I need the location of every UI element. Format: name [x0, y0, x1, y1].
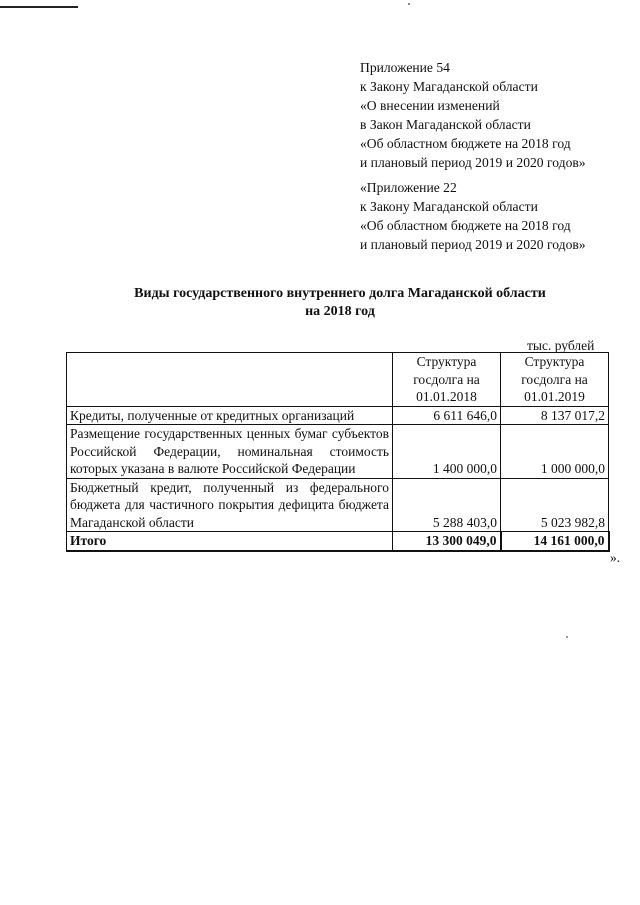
scan-dot [566, 636, 568, 638]
total-label: Итого [67, 532, 393, 551]
header-cell [67, 353, 393, 407]
row-name: Бюджетный кредит, полученный из федерального бюджета для частичного покрытия дефицита бюджета Магаданской области [67, 478, 393, 532]
table-total-row [67, 532, 609, 551]
table-header-row [67, 353, 609, 407]
debt-table [66, 352, 610, 552]
table-row [67, 406, 609, 425]
appendix-line: Приложение 54 [360, 60, 450, 75]
appendix-line: «О внесении изменений [360, 98, 500, 113]
total-value-2019: 14 161 000,0 [501, 532, 609, 551]
title-line-2: на 2018 год [305, 304, 375, 319]
appendix-line: к Закону Магаданской области [360, 79, 538, 94]
scan-dot [408, 3, 410, 5]
header-cell-2019: Структура госдолга на 01.01.2019 [501, 353, 609, 407]
row-value-2019: 5 023 982,8 [501, 478, 609, 532]
appendix-54-header [360, 58, 586, 172]
row-name: Размещение государственных ценных бумаг субъектов Российской Федерации, номинальная стоимость которых указана в валюте Российской Федерации [67, 425, 393, 479]
row-value-2018: 1 400 000,0 [393, 425, 501, 479]
appendix-line: «Об областном бюджете на 2018 год [360, 218, 571, 233]
table-row [67, 478, 609, 532]
appendix-line: «Приложение 22 [360, 180, 457, 195]
row-name: Кредиты, полученные от кредитных организаций [67, 406, 393, 425]
document-title [0, 285, 640, 321]
scan-edge-line [0, 6, 78, 8]
appendix-line: «Об областном бюджете на 2018 год [360, 136, 571, 151]
closing-quote-mark: ». [610, 550, 621, 565]
appendix-line: и плановый период 2019 и 2020 годов» [360, 155, 586, 170]
row-value-2019: 1 000 000,0 [501, 425, 609, 479]
appendix-line: к Закону Магаданской области [360, 199, 538, 214]
row-value-2018: 6 611 646,0 [393, 406, 501, 425]
table-row [67, 425, 609, 479]
appendix-22-header [360, 178, 586, 254]
total-value-2018: 13 300 049,0 [393, 532, 501, 551]
appendix-line: и плановый период 2019 и 2020 годов» [360, 237, 586, 252]
row-value-2019: 8 137 017,2 [501, 406, 609, 425]
unit-label: тыс. рублей [527, 338, 595, 353]
appendix-line: в Закон Магаданской области [360, 117, 531, 132]
title-line-1: Виды государственного внутреннего долга Магаданской области [134, 286, 546, 301]
row-value-2018: 5 288 403,0 [393, 478, 501, 532]
header-cell-2018: Структура госдолга на 01.01.2018 [393, 353, 501, 407]
